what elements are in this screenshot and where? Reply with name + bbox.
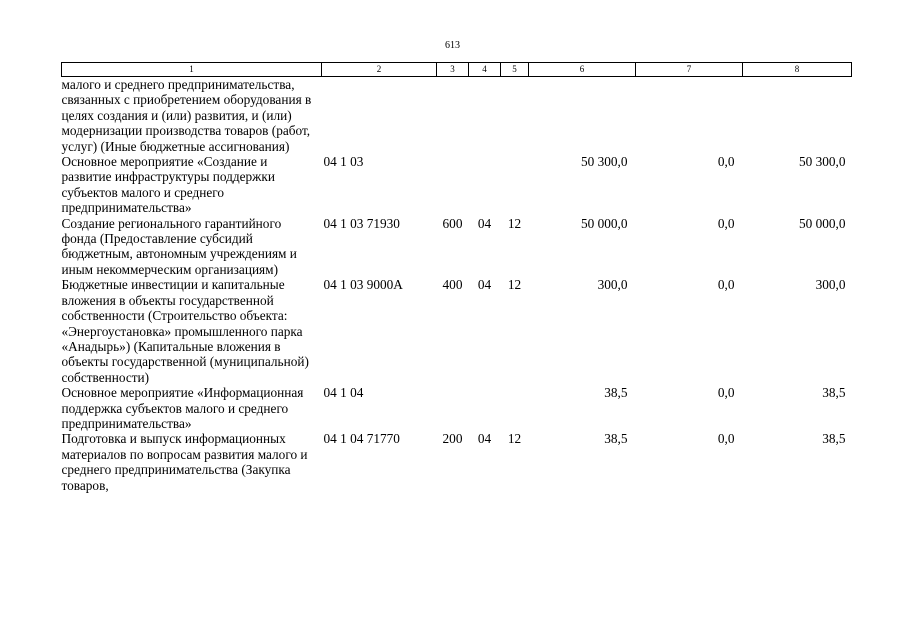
row-vr <box>437 77 469 155</box>
row-value-8: 38,5 <box>822 431 846 447</box>
row-value-8: 50 000,0 <box>798 215 846 231</box>
row-value-6: 300,0 <box>597 277 628 293</box>
table-row <box>62 277 852 385</box>
row-rz <box>469 154 501 216</box>
row-rz <box>469 385 501 431</box>
row-name: Основное мероприятие «Информационная поддержка субъектов малого и среднего предпринимательства» <box>61 385 304 431</box>
row-pr: 12 <box>507 431 522 447</box>
row-value-8 <box>743 77 852 155</box>
row-pr: 12 <box>507 277 522 293</box>
row-rz <box>469 77 501 155</box>
row-pr: 12 <box>507 215 522 231</box>
row-name: Подготовка и выпуск информационных материалов по вопросам развития малого и среднего предпринимательства (Закупка товаров, <box>61 431 308 493</box>
row-value-6 <box>529 77 636 155</box>
row-value-7: 0,0 <box>717 385 735 401</box>
row-name: Бюджетные инвестиции и капитальные вложения в объекты государственной собственности (Строительство объекта: «Энергоустановка» промышленного парка «Анадырь») (Капитальные вложения в объекты государственной (муниципальной) собственности) <box>61 277 309 385</box>
row-code: 04 1 04 <box>323 385 364 401</box>
row-value-6: 38,5 <box>604 431 628 447</box>
row-value-7: 0,0 <box>717 215 735 231</box>
row-value-7: 0,0 <box>717 277 735 293</box>
table-row <box>62 385 852 431</box>
row-rz: 04 <box>477 431 492 447</box>
header-col-2: 2 <box>322 63 437 77</box>
row-vr <box>437 385 469 431</box>
row-name: Основное мероприятие «Создание и развитие инфраструктуры поддержки субъектов малого и среднего предпринимательства» <box>61 154 275 216</box>
row-pr <box>501 154 529 216</box>
table-row <box>62 77 852 155</box>
row-value-6: 38,5 <box>604 385 628 401</box>
row-rz: 04 <box>477 215 492 231</box>
header-col-5: 5 <box>501 63 529 77</box>
row-value-7: 0,0 <box>717 154 735 170</box>
row-name: Создание регионального гарантийного фонда (Предоставление субсидий бюджетным, автономным учреждениям и иным некоммерческим организациям) <box>61 215 297 277</box>
row-value-7 <box>636 77 743 155</box>
row-value-8: 38,5 <box>822 385 846 401</box>
header-col-6: 6 <box>529 63 636 77</box>
row-vr: 200 <box>442 431 463 447</box>
table-row <box>62 216 852 278</box>
row-code <box>322 77 437 155</box>
row-code: 04 1 03 <box>323 154 364 170</box>
budget-table <box>61 62 852 493</box>
row-code: 04 1 03 71930 <box>323 215 400 231</box>
header-col-4: 4 <box>469 63 501 77</box>
header-col-7: 7 <box>636 63 743 77</box>
row-value-8: 300,0 <box>815 277 846 293</box>
row-value-6: 50 000,0 <box>580 215 628 231</box>
page-number: 613 <box>445 40 460 51</box>
table-row <box>62 431 852 493</box>
row-vr <box>437 154 469 216</box>
header-col-1: 1 <box>62 63 322 77</box>
table-header-row <box>62 63 852 77</box>
row-rz: 04 <box>477 277 492 293</box>
header-col-8: 8 <box>743 63 852 77</box>
table-row <box>62 154 852 216</box>
row-value-7: 0,0 <box>717 431 735 447</box>
row-pr <box>501 77 529 155</box>
row-pr <box>501 385 529 431</box>
row-name: малого и среднего предпринимательства, связанных с приобретением оборудования в целях создания и (или) развития, и (или) модернизации производства товаров (работ, услуг) (Иные бюджетные ассигнования) <box>61 77 312 154</box>
header-col-3: 3 <box>437 63 469 77</box>
row-value-8: 50 300,0 <box>798 154 846 170</box>
row-vr: 400 <box>442 277 463 293</box>
row-code: 04 1 03 9000А <box>323 277 403 293</box>
row-value-6: 50 300,0 <box>580 154 628 170</box>
row-code: 04 1 04 71770 <box>323 431 400 447</box>
row-vr: 600 <box>442 215 463 231</box>
